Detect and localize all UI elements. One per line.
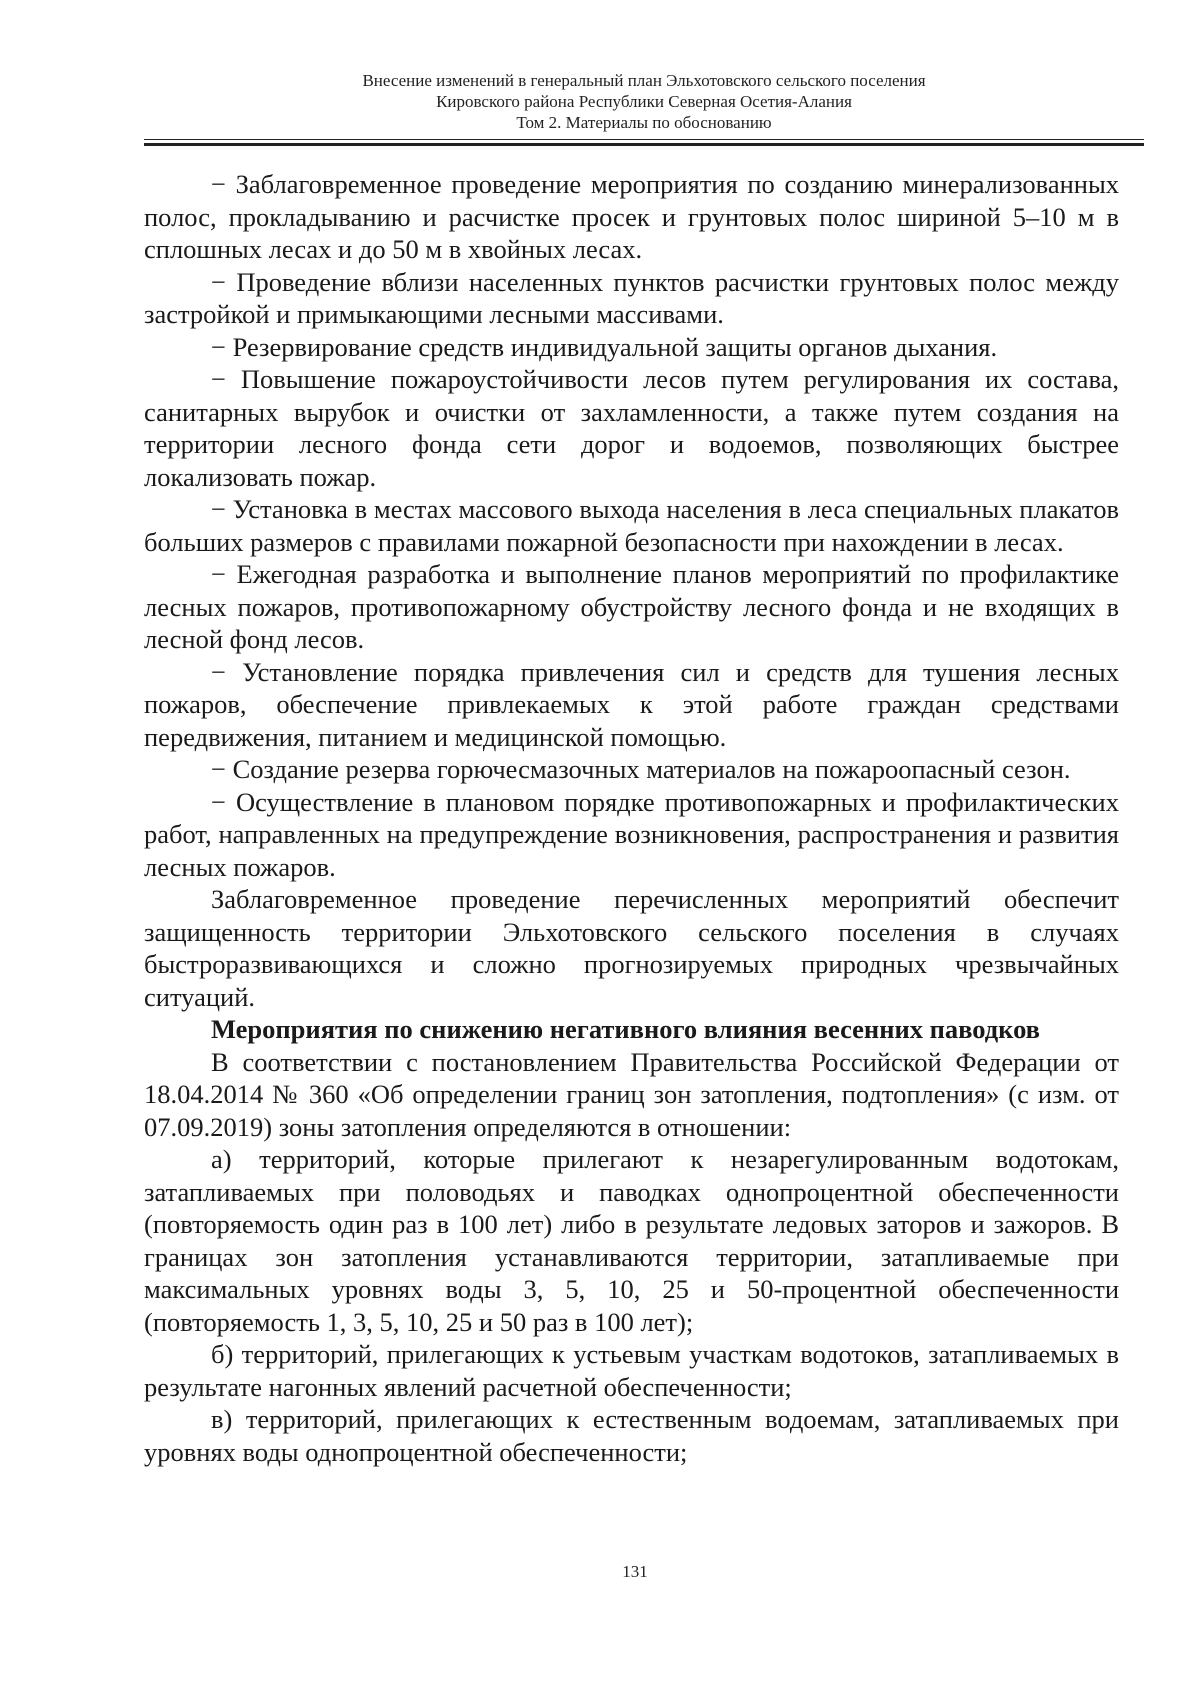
body-paragraph: − Установка в местах массового выхода населения в леса специальных плакатов больших размеров с правилами пожарной безопасности при нахождении в лесах. [144, 494, 1119, 557]
body-paragraph: в) территорий, прилегающих к естественным водоемам, затапливаемых при уровнях воды однопроцентной обеспеченности; [144, 1404, 1119, 1467]
page-header [144, 70, 1144, 133]
body-paragraph: б) территорий, прилегающих к устьевым участкам водотоков, затапливаемых в результате нагонных явлений расчетной обеспеченности; [144, 1339, 1119, 1402]
body-paragraph: − Повышение пожароустойчивости лесов путем регулирования их состава, санитарных вырубок и очистки от захламленности, а также путем создания на территории лесного фонда сети дорог и водоемов, позволяющих быстрее локализовать пожар. [144, 364, 1119, 492]
header-rule-thick [144, 143, 1144, 146]
body-paragraph: Заблаговременное проведение перечисленных мероприятий обеспечит защищенность территории Эльхотовского сельского поселения в случаях быстроразвивающихся и сложно прогнозируемых природных чрезвычайных ситуаций. [144, 884, 1119, 1012]
page-number: 131 [622, 1562, 648, 1581]
header-volume-line: Том 2. Материалы по обоснованию [516, 113, 772, 132]
body-paragraph: − Проведение вблизи населенных пунктов расчистки грунтовых полос между застройкой и примыкающими лесными массивами. [144, 266, 1119, 329]
body-paragraph: − Ежегодная разработка и выполнение планов мероприятий по профилактике лесных пожаров, противопожарному обустройству лесного фонда и не входящих в лесной фонд лесов. [144, 559, 1119, 654]
body-paragraph: а) территорий, которые прилегают к незарегулированным водотокам, затапливаемых при половодьях и паводках однопроцентной обеспеченности (повторяемость один раз в 100 лет) либо в результате ледовых заторов и зажоров. В границах зон затопления устанавливаются территории, затапливаемые при максимальных уровнях воды 3, 5, 10, 25 и 50-процентной обеспеченности (повторяемость 1, 3, 5, 10, 25 и 50 раз в 100 лет); [144, 1144, 1119, 1337]
header-region-line: Кировского района Республики Северная Осетия-Алания [436, 92, 852, 111]
header-rule-thin [144, 139, 1144, 140]
body-paragraph: − Установление порядка привлечения сил и средств для тушения лесных пожаров, обеспечение привлекаемых к этой работе граждан средствами передвижения, питанием и медицинской помощью. [144, 656, 1119, 752]
header-title-line: Внесение изменений в генеральный план Эльхотовского сельского поселения [362, 71, 926, 90]
section-heading: Мероприятия по снижению негативного влияния весенних паводков [211, 1014, 1040, 1044]
body-paragraph: − Осуществление в плановом порядке противопожарных и профилактических работ, направленных на предупреждение возникновения, распространения и развития лесных пожаров. [144, 786, 1119, 882]
body-paragraph: − Резервирование средств индивидуальной защиты органов дыхания. [211, 331, 998, 362]
body-paragraph: − Создание резерва горючесмазочных материалов на пожароопасный сезон. [211, 754, 1071, 784]
body-paragraph: В соответствии с постановлением Правительства Российской Федерации от 18.04.2014 № 360 «Об определении границ зон затопления, подтопления» (с изм. от 07.09.2019) зоны затопления определяются в отношении: [144, 1046, 1119, 1142]
body-paragraph: − Заблаговременное проведение мероприятия по созданию минерализованных полос, прокладыванию и расчистке просек и грунтовых полос шириной 5–10 м в сплошных лесах и до 50 м в хвойных лесах. [144, 169, 1119, 264]
document-body [144, 168, 1119, 1468]
